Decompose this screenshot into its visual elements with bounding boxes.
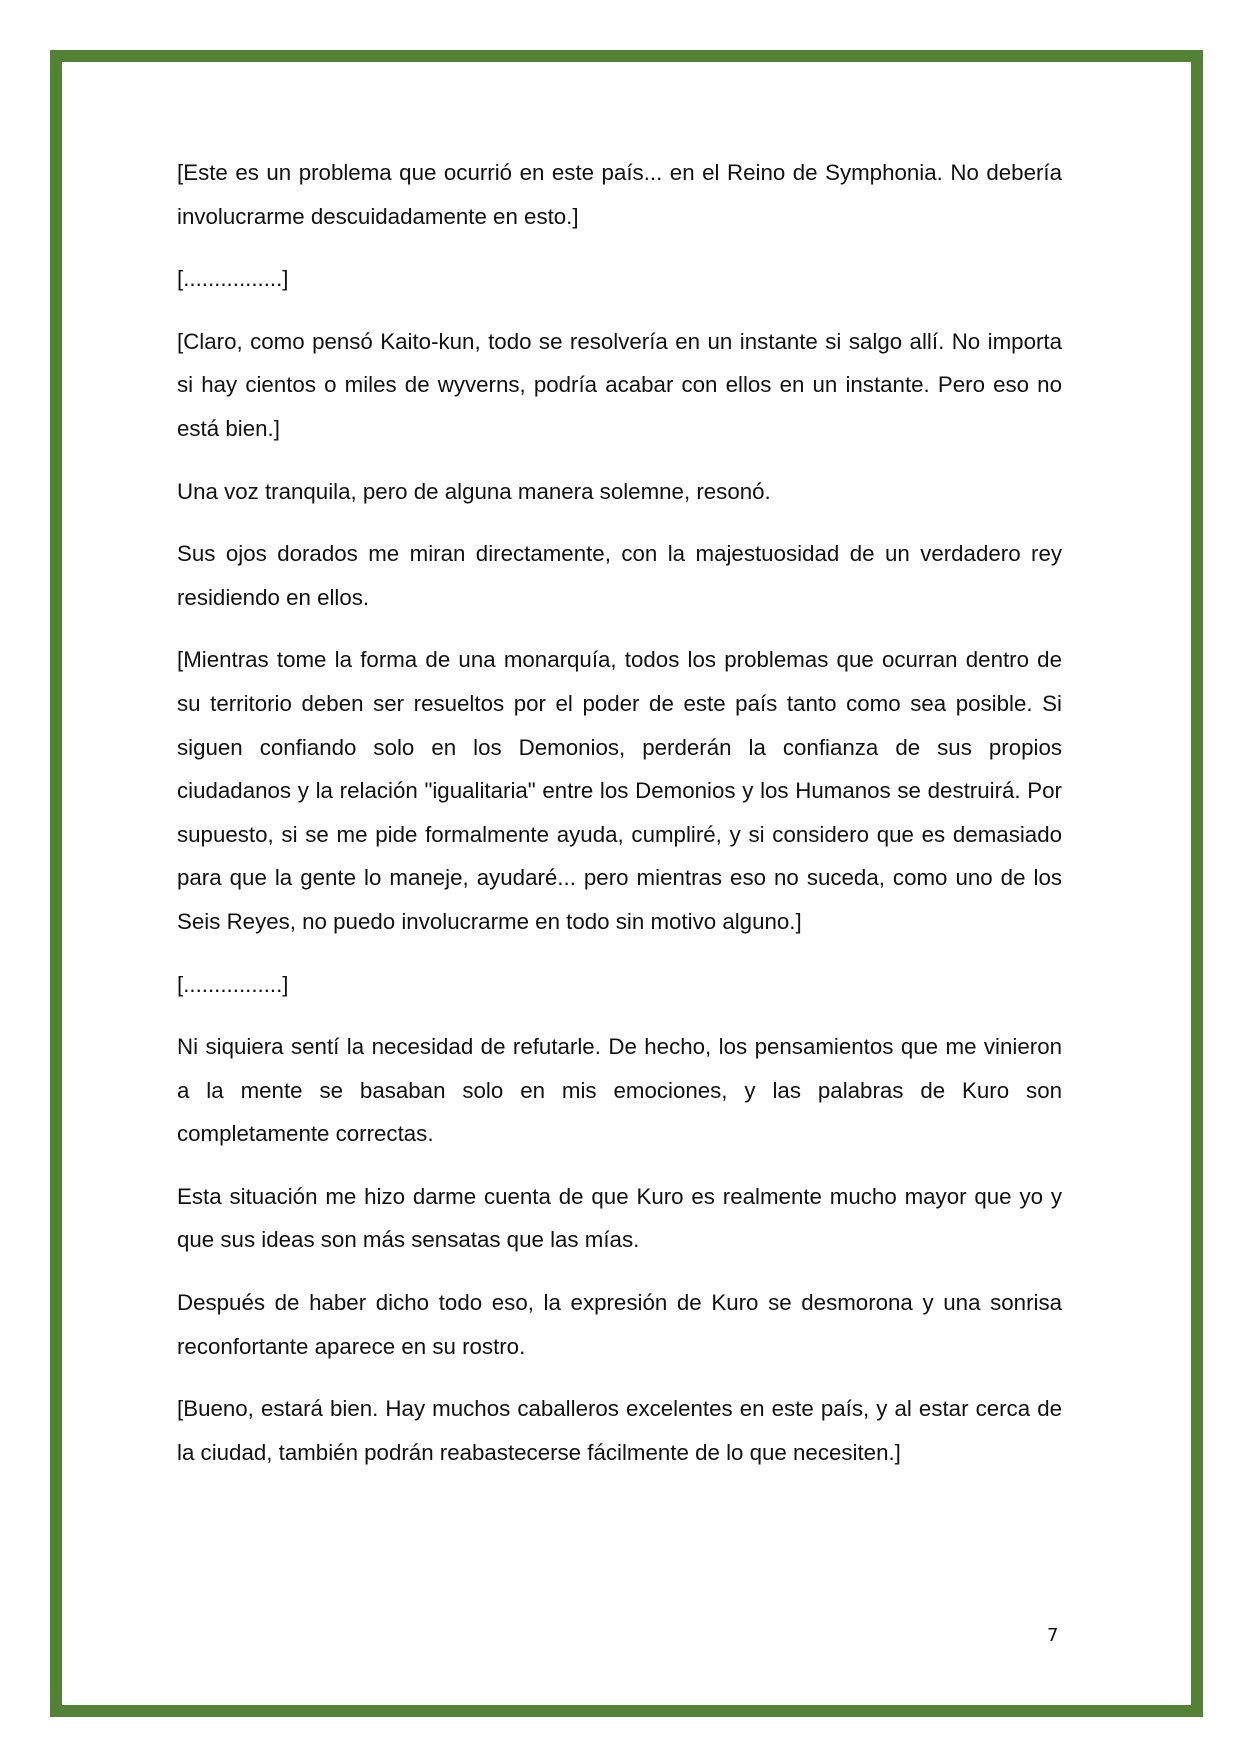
paragraph: [Este es un problema que ocurrió en este país... en el Reino de Symphonia. No debería involucrarme descuidadamente en esto.] [177,160,1062,229]
page-number: 7 [1047,1625,1059,1646]
paragraph: [................] [177,971,289,997]
paragraph: [Claro, como pensó Kaito-kun, todo se resolvería en un instante si salgo allí. No importa si hay cientos o miles de wyverns, podría acabar con ellos en un instante. Pero eso no está bien.] [177,328,1062,441]
paragraph: [Bueno, estará bien. Hay muchos caballeros excelentes en este país, y al estar cerca de la ciudad, también podrán reabastecerse fácilmente de lo que necesiten.] [177,1396,1062,1465]
paragraph: [................] [177,266,289,292]
page-body [177,151,1062,1493]
paragraph: Después de haber dicho todo eso, la expresión de Kuro se desmorona y una sonrisa reconfortante aparece en su rostro. [177,1290,1062,1359]
paragraph: Una voz tranquila, pero de alguna manera solemne, resonó. [177,478,771,504]
paragraph: [Mientras tome la forma de una monarquía, todos los problemas que ocurran dentro de su territorio deben ser resueltos por el poder de este país tanto como sea posible. Si siguen confiando solo en los Demonios, perderán la confianza de sus propios ciudadanos y la relación "igualitaria" entre los Demonios y los Humanos se destruirá. Por supuesto, si se me pide formalmente ayuda, cumpliré, y si considero que es demasiado para que la gente lo maneje, ayudaré... pero mientras eso no suceda, como uno de los Seis Reyes, no puedo involucrarme en todo sin motivo alguno.] [177,647,1062,934]
paragraph: Sus ojos dorados me miran directamente, con la majestuosidad de un verdadero rey residiendo en ellos. [177,541,1062,610]
paragraph: Ni siquiera sentí la necesidad de refutarle. De hecho, los pensamientos que me vinieron a la mente se basaban solo en mis emociones, y las palabras de Kuro son completamente correctas. [177,1034,1062,1147]
paragraph: Esta situación me hizo darme cuenta de que Kuro es realmente mucho mayor que yo y que sus ideas son más sensatas que las mías. [177,1183,1062,1253]
